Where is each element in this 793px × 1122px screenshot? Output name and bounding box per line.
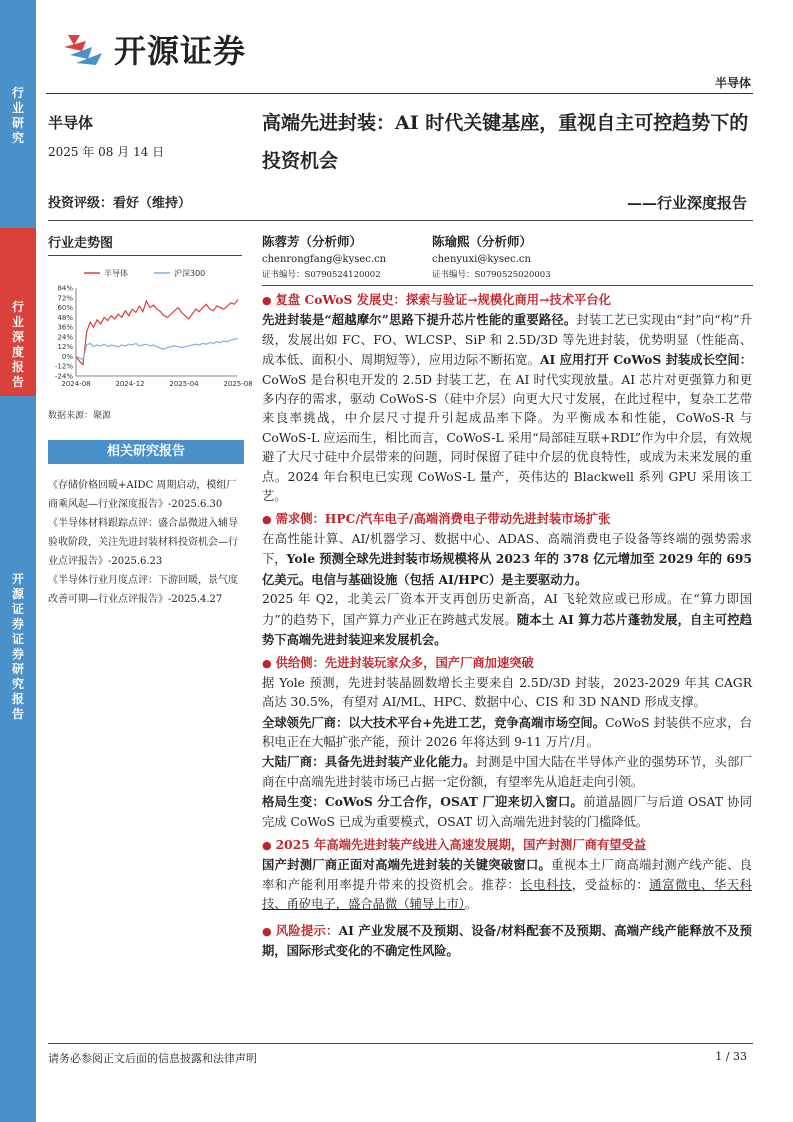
report-subtitle: ——行业深度报告 [626,194,747,212]
section-heading: ● 2025 年高端先进封装产线进入高速发展期，国产封测厂商有望受益 [262,835,752,855]
section-heading: ● 需求侧：HPC/汽车电子/高端消费电子带动先进封装市场扩张 [262,509,752,529]
paragraph [262,530,752,590]
y-tick-label: 72% [57,294,73,303]
y-tick-label: 0% [61,352,73,361]
trend-divider [48,255,242,256]
bold-lead: 先进封装是“超越摩尔”思路下提升芯片性能的重要路径。 [262,312,577,328]
related-reports-list [48,476,244,609]
text: CoWoS 封装供不应求，台积电正在大幅扩张产能，预计 2026 年将达到 9-11 万片/月。 [262,715,752,749]
text: 前道晶圆厂与后道 OSAT 协同完成 CoWoS 已成为重要模式，OSAT 切入高端先进封装的门槛降低。 [262,795,752,829]
analyst-name: 陈瑜熙（分析师） [432,234,533,249]
footer-divider [48,1043,753,1044]
report-date: 2025 年 08 月 14 日 [48,145,165,159]
y-tick-label: 84% [57,284,73,293]
related-report-item[interactable]: 《存储价格回暖+AIDC 周期启动，模组厂商乘风起—行业深度报告》-2025.6.30 [48,480,237,510]
y-tick-label: 60% [57,304,73,313]
analyst-cert: 证书编号：S0790524120002 [262,270,381,280]
analyst-name: 陈蓉芳（分析师） [262,234,363,249]
paragraph [262,590,752,650]
x-tick-label: 2024-08 [61,380,91,388]
legend-label: 半导体 [104,269,128,278]
company-logo [62,26,246,72]
bold-lead: 大陆厂商：具备先进封装产业化能力。 [262,754,476,770]
y-tick-label: 24% [57,333,73,342]
legend-label: 沪深300 [174,269,206,278]
logo-text: 开源证券 [114,32,247,70]
sidebar-bottom-text: 开源证券 证券研究报告 [11,572,24,721]
x-tick-label: 2024-12 [115,380,145,388]
x-tick-label: 2025-08 [223,380,253,388]
paragraph [262,310,752,506]
y-tick-label: 12% [57,343,73,352]
paragraph [262,713,752,753]
chart-source: 数据来源：聚源 [48,411,112,421]
sidebar [0,0,36,1122]
investment-rating: 投资评级：看好（维持） [48,196,192,211]
logo-mark-icon [62,31,106,67]
paragraph [262,855,752,914]
section-heading: ● 供给侧：先进封装玩家众多，国产厂商加速突破 [262,653,752,673]
y-tick-label: 48% [57,313,73,322]
bold-lead: 格局生变：CoWoS 分工合作，OSAT 厂迎来切入窗口。 [262,794,584,810]
text: 封测是中国大陆在半导体产业的强势环节，头部厂商在中高端先进封装市场已占据一定份额，有望率先从追赶走向引领。 [262,755,752,789]
footer-disclaimer[interactable]: 请务必参阅正文后面的信息披露和法律声明 [48,1052,257,1065]
text: 2025 年 Q2，北美云厂资本开支再创历史新高，AI 飞轮效应或已形成。在“算力即国力”的趋势下，国产算力产业正在跨越式发展。 [262,592,752,627]
sidebar-top-label [0,86,36,146]
sidebar-bottom-label [0,572,36,722]
sidebar-top-text: 行业研究 [11,86,24,145]
sector-name: 半导体 [48,114,94,132]
sidebar-middle-label [0,300,36,390]
beneficiary-stocks-link[interactable]: 通富微电、华天科技、甬矽电子，盛合晶微（辅导上市） [262,877,752,912]
bold-lead: 国产封测厂商正面对高端先进封装的关键突破窗口。 [262,857,552,873]
trend-chart [48,264,253,400]
text: 据 Yole 预测，先进封装晶圆数增长主要来自 2.5D/3D 封装，2023-2029 年其 CAGR 高达 30.5%，有望对 AI/ML、HPC、数据中心、CIS 和 3D NAND 形成支撑。 [262,675,752,710]
related-report-item[interactable]: 《半导体行业月度点评：下游回暖，景气度改善可期—行业点评报告》-2025.4.27 [48,575,238,605]
bold-text: 随本土 AI 算力芯片蓬勃发展，自主可控趋势下高端先进封装迎来发展机会。 [262,611,752,647]
analyst-2 [432,232,602,280]
title-divider [48,220,753,221]
y-tick-label: 36% [57,323,73,332]
trend-chart-svg [48,264,253,400]
page-number: 1 / 33 [715,1050,747,1063]
bold-lead: 全球领先厂商：以大技术平台+先进工艺，竞争高端市场空间。 [262,714,606,730]
analyst-cert: 证书编号：S0790525020003 [432,270,551,280]
analyst-divider [262,285,753,286]
sidebar-middle-text: 行业深度报告 [11,300,24,389]
risk-paragraph [262,921,752,962]
analyst-email[interactable]: chenyuxi@kysec.cn [432,254,531,265]
report-title: 高端先进封装：AI 时代关键基座，重视自主可控趋势下的投资机会 [262,112,749,172]
related-reports-header: 相关研究报告 [48,440,244,464]
text: 重视本土厂商高端封测产线产能、良率和产能利用率提升带来的投资机会。推荐： [262,858,752,892]
header-divider [46,93,753,94]
related-report-item[interactable]: 《半导体材料跟踪点评：盛合晶微进入辅导验收阶段，关注先进封装材料投资机会—行业点评报告》-2025.6.23 [48,518,238,567]
bold-text: Yole 预测全球先进封装市场规模将从 2023 年的 378 亿元增加至 2029 年的 695 亿美元。电信与基础设施（包括 AI/HPC）是主要驱动力。 [262,551,752,587]
text: ，受益标的： [571,877,650,892]
analyst-1 [262,232,432,280]
header-sector: 半导体 [714,76,751,90]
analyst-block [262,232,752,280]
bold-text: AI 产业发展不及预期、设备/材料配套不及预期、高端产线产能释放不及预期，国际形式变化的不确定性风险。 [262,922,752,958]
x-tick-label: 2025-04 [169,380,199,388]
series-line [76,299,238,364]
y-tick-label: -24% [54,372,73,381]
trend-chart-title: 行业走势图 [48,236,114,251]
bold-lead: AI 应用打开 CoWoS 封装成长空间： [539,352,752,368]
risk-heading: ● 风险提示： [262,923,339,938]
paragraph [262,674,752,713]
paragraph [262,752,752,792]
text: 在高性能计算、AI/机器学习、数据中心、ADAS、高端消费电子设备等终端的强势需求下， [262,531,752,567]
series-line [76,339,238,360]
recommended-stock-link[interactable]: 长电科技 [520,877,572,892]
y-tick-label: -12% [54,362,73,371]
text: CoWoS 是台积电开发的 2.5D 封装工艺，在 AI 时代实现放量。AI 芯片对更强算力和更多内存的需求，驱动 CoWoS-S（硅中介层）向更大尺寸发展，在此过程中，复杂工艺带来良率挑战，中介层尺寸提升引起成品率下降。为平衡成本和性能，CoWoS-R 与 CoWoS-L 应运而生，相比而言，CoWoS-L 采用“局部硅互联+RDL”作为中介层，有效规避了大尺寸硅中介层带来的问题，同时保留了硅中介层的优良特性，或成为未来发展的重点。2024 年台积电已实现 CoWoS-L 量产，英伟达的 Blackwell 系列 GPU 采用该工艺。 [262,372,752,504]
text: 封装工艺已实现由“封”向“构”升级，发展出如 FC、FO、WLCSP、SiP 和 2.5D/3D 等先进封装，优势明显（性能高、成本低、面积小、周期短等），应用边际不断拓宽。 [262,313,752,368]
report-body [262,290,752,961]
analyst-email[interactable]: chenrongfang@kysec.cn [262,254,387,265]
paragraph [262,792,752,832]
text: 。 [464,897,478,912]
section-heading: ● 复盘 CoWoS 发展史：探索与验证→规模化商用→技术平台化 [262,290,752,310]
